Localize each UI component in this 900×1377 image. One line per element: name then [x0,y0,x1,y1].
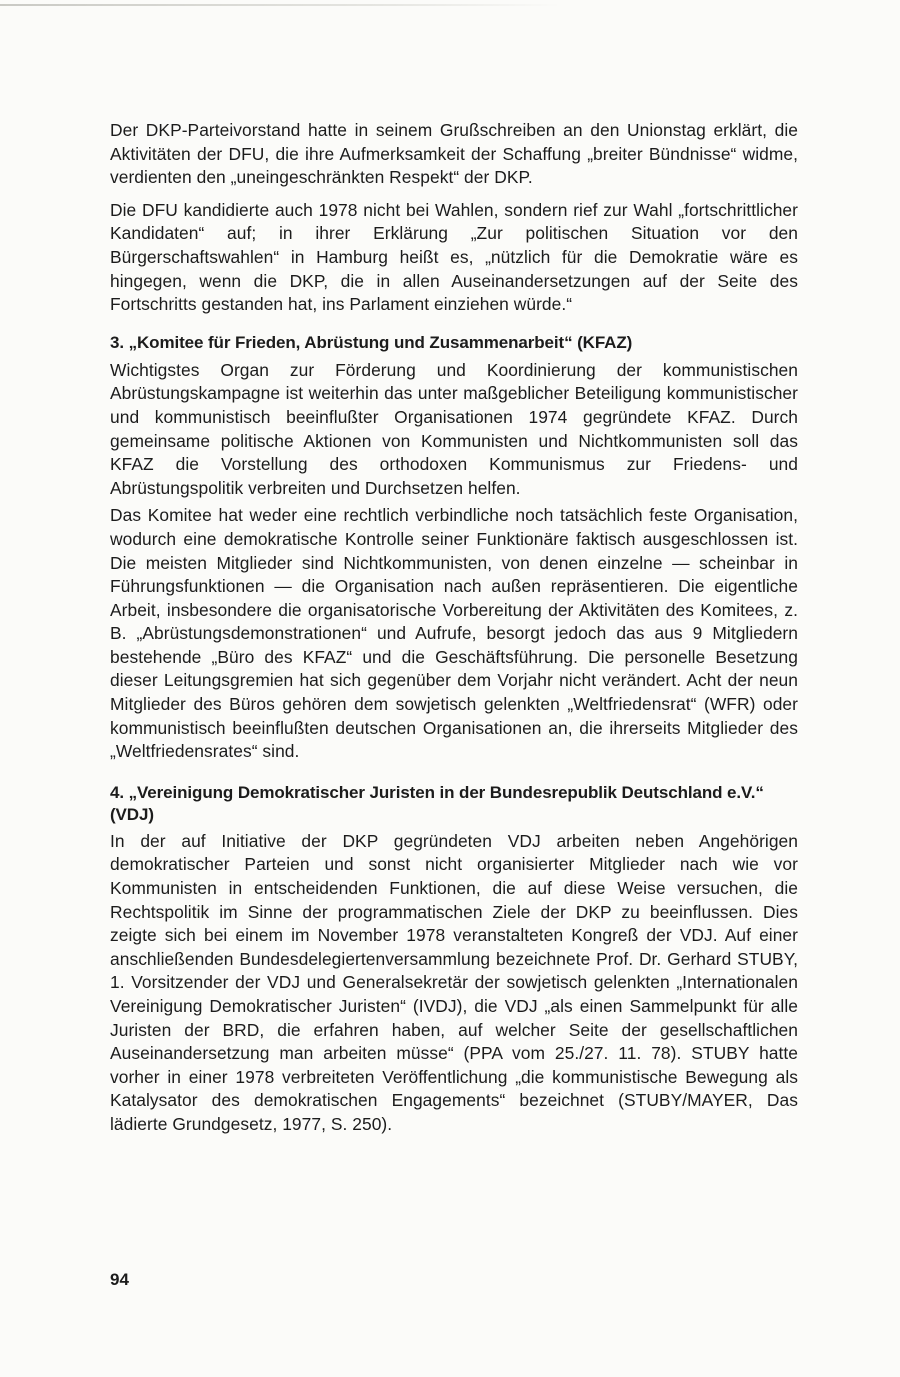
paragraph-dkp-greeting: Der DKP-Parteivorstand hatte in seinem Grußschreiben an den Unionstag erklärt, die Aktivitäten der DFU, die ihre Aufmerksamkeit der Schaffung „breiter Bündnisse“ widme, verdienten den „uneingeschränkten Respekt“ der DKP. [110,120,798,188]
paragraph-vdj: In der auf Initiative der DKP gegründeten VDJ arbeiten neben Angehörigen demokratischer Parteien und sonst nicht organisierter Mitglieder nach wie vor Kommunisten in entscheidenden Funktionen, die auf diese Weise versuchen, die Rechtspolitik im Sinne der programmatischen Ziele der DKP zu beeinflussen. Dies zeigte sich bei einem im November 1978 veranstalteten Kongreß der VDJ. Auf einer anschließenden Bundesdelegiertenversammlung bezeichnete Prof. Dr. Gerhard STUBY, 1. Vorsitzender der VDJ und Generalsekretär der sowjetisch gelenkten „Internationalen Vereinigung Demokratischer Juristen“ (IVDJ), die VDJ „als einen Sammelpunkt für alle Juristen der BRD, die erfahren haben, auf welcher Seite der gesellschaftlichen Auseinandersetzung man arbeiten müsse“ (PPA vom 25./27. 11. 78). STUBY hatte vorher in einer 1978 verbreiteten Veröffentlichung „die kommunistische Bewegung als Katalysator des demokratischen Engagements“ bezeichnet (STUBY/MAYER, Das lädierte Grundgesetz, 1977, S. 250). [110,830,798,1134]
paragraph-dfu-elections: Die DFU kandidierte auch 1978 nicht bei Wahlen, sondern rief zur Wahl „fortschrittlicher Kandidaten“ auf; in ihrer Erklärung „Zur politischen Situation vor den Bürgerschaftswahlen“ in Hamburg heißt es, „nützlich für die Demokratie wäre es hingegen, wenn die DKP, die in allen Auseinandersetzungen auf der Seite des Fortschritts gestanden hat, ins Parlament einziehen würde.“ [110,199,798,315]
paragraph-kfaz-organisation: Das Komitee hat weder eine rechtlich verbindliche noch tatsächlich feste Organisation, wodurch eine demokratische Kontrolle seiner Funktionäre faktisch ausgeschlossen ist. Die meisten Mitglieder sind Nichtkommunisten, von denen einzelne — scheinbar in Führungsfunktionen — die Organisation nach außen repräsentieren. Die eigentliche Arbeit, insbesondere die organisatorische Vorbereitung der Aktivitäten des Komitees, z. B. „Abrüstungsdemonstrationen“ und Aufrufe, besorgt jedoch das aus 9 Mitgliedern bestehende „Büro des KFAZ“ und die Geschäftsführung. Die personelle Besetzung dieser Leitungsgremien hat sich gegenüber dem Vorjahr nicht verändert. Acht der neun Mitglieder des Büros gehören dem sowjetisch gelenkten „Weltfriedensrat“ (WFR) oder kommunistisch beeinflußten deutschen Organisationen an, die ihrerseits Mitglieder des „Weltfriedensrates“ sind. [110,505,798,762]
scan-top-rule [0,4,560,6]
page-body [110,119,798,1137]
section-heading-kfaz: 3. „Komitee für Frieden, Abrüstung und Zusammenarbeit“ (KFAZ) [110,332,633,352]
page-number: 94 [110,1270,129,1289]
paragraph-kfaz-organ: Wichtigstes Organ zur Förderung und Koordinierung der kommunistischen Abrüstungskampagne ist weiterhin das unter maßgeblicher Beteiligung kommunistischer und kommunistisch beeinflußter Organisationen 1974 gegründete KFAZ. Durch gemeinsame politische Aktionen von Kommunisten und Nichtkommunisten soll das KFAZ die Vorstellung des orthodoxen Kommunismus zur Friedens- und Abrüstungspolitik verbreiten und Durchsetzen helfen. [110,359,798,498]
section-heading-vdj: 4. „Vereinigung Demokratischer Juristen in der Bundesrepublik Deutschland e.V.“ (VDJ) [110,782,764,824]
